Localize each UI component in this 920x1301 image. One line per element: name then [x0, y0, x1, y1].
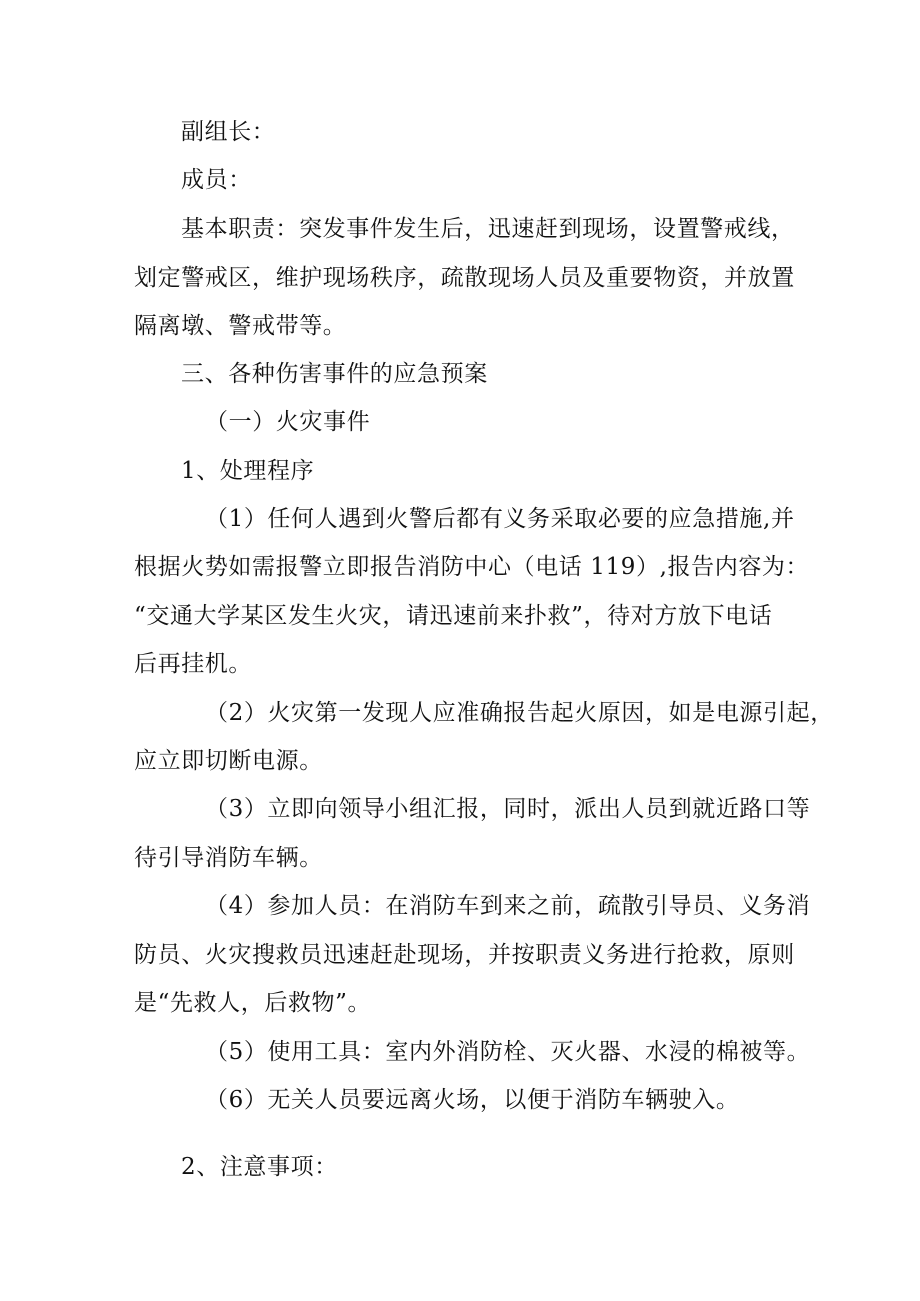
- vice-leader-line: 副组长：: [181, 119, 276, 145]
- step-4-line-2: 防员、火灾搜救员迅速赶赴现场，并按职责义务进行抢救，原则: [134, 942, 795, 968]
- step-5-line-1: （5）使用工具：室内外消防栓、灭火器、水浸的棉被等。: [205, 1039, 811, 1065]
- step-4-line-1: （4）参加人员：在消防车到来之前，疏散引导员、义务消: [205, 893, 811, 919]
- step-3-line-1: （3）立即向领导小组汇报，同时，派出人员到就近路口等: [205, 796, 811, 822]
- step-1-line-2: 根据火势如需报警立即报告消防中心（电话 119）,报告内容为：: [134, 554, 810, 580]
- duty-paragraph-line-1: 基本职责：突发事件发生后，迅速赶到现场，设置警戒线，: [181, 216, 795, 242]
- subsection-heading-fire: （一）火灾事件: [205, 409, 371, 435]
- step-4-line-3: 是“先救人，后救物”。: [134, 990, 372, 1016]
- step-3-line-2: 待引导消防车辆。: [134, 845, 323, 871]
- step-1-line-4: 后再挂机。: [134, 651, 252, 677]
- section-heading-3: 三、各种伤害事件的应急预案: [181, 361, 488, 387]
- item-heading-procedure: 1、处理程序: [181, 458, 315, 484]
- step-1-line-3: “交通大学某区发生火灾，请迅速前来扑救”，待对方放下电话: [134, 603, 773, 629]
- step-1-line-1: （1）任何人遇到火警后都有义务采取必要的应急措施,并: [205, 506, 795, 532]
- step-2-line-1: （2）火灾第一发现人应准确报告起火原因，如是电源引起，: [205, 700, 834, 726]
- step-6-line-1: （6）无关人员要远离火场，以便于消防车辆驶入。: [205, 1087, 740, 1113]
- duty-paragraph-line-3: 隔离墩、警戒带等。: [134, 313, 347, 339]
- duty-paragraph-line-2: 划定警戒区，维护现场秩序，疏散现场人员及重要物资，并放置: [134, 265, 795, 291]
- item-heading-notes: 2、注意事项：: [181, 1154, 338, 1180]
- members-line: 成员：: [181, 167, 252, 193]
- step-2-line-2: 应立即切断电源。: [134, 748, 323, 774]
